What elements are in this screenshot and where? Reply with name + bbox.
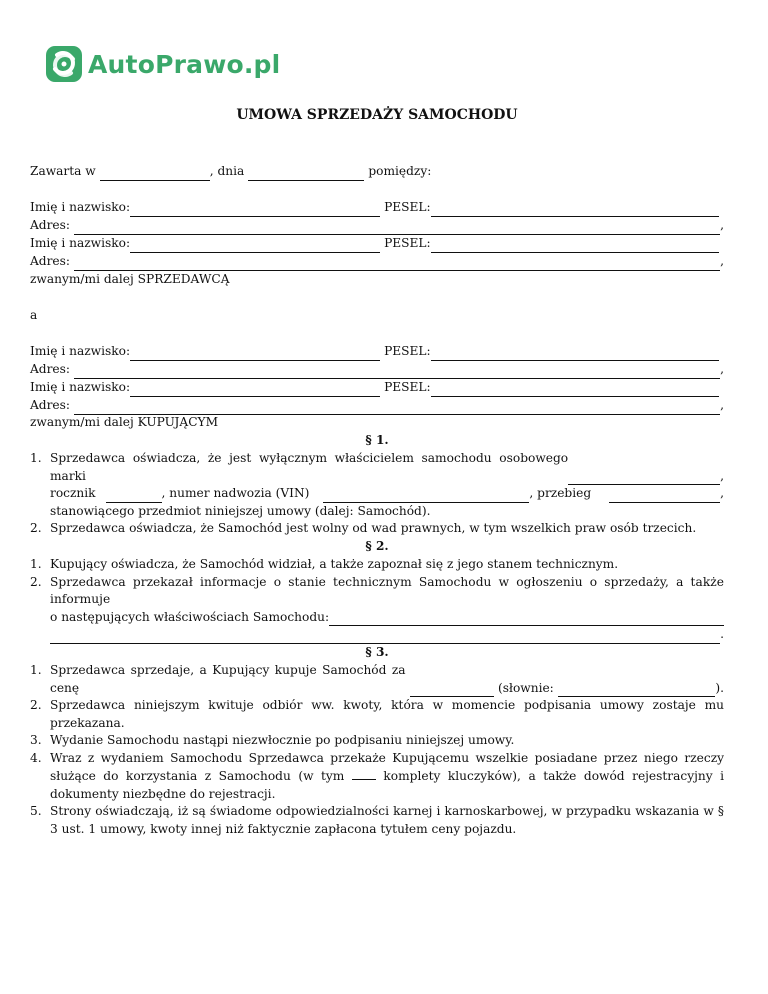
- brand-name: AutoPrawo.pl: [88, 49, 281, 79]
- buyer1-pesel-blank[interactable]: [431, 348, 719, 361]
- seller1-pesel-blank[interactable]: [431, 204, 719, 217]
- s1-p1-e: stanowiącego przedmiot niniejszej umowy (dalej: Samochód).: [50, 503, 431, 518]
- concluded-in-label: Zawarta w: [30, 164, 96, 178]
- section3-item-5: [30, 803, 724, 838]
- item-number: 3.: [30, 733, 42, 747]
- properties-blank-2[interactable]: [50, 631, 720, 644]
- s3-p1-b: (słownie:: [497, 680, 554, 695]
- date-label: , dnia: [209, 164, 245, 178]
- buyer1-address-blank[interactable]: [74, 366, 720, 379]
- s3-p4-a: Wraz z wydaniem Samochodu Sprzedawca przekaże Kupującemu wszelkie posiadane przez niego rzeczy służące do korzystania z Samochodu (w tym: [50, 750, 724, 783]
- section1-heading: § 1.: [365, 433, 389, 447]
- s1-p1-c: , numer nadwozia (VIN): [161, 486, 310, 500]
- pesel-label: PESEL:: [384, 344, 431, 358]
- item-number: 1.: [30, 557, 42, 571]
- seller2-name-blank[interactable]: [130, 240, 380, 253]
- section2-heading: § 2.: [365, 539, 389, 553]
- buyer2-pesel-blank[interactable]: [431, 384, 719, 397]
- section2-list: [30, 556, 724, 644]
- section3-item-4: [30, 750, 724, 804]
- comma: ,: [720, 486, 724, 500]
- concluded-line: [30, 163, 724, 181]
- make-blank[interactable]: [568, 472, 720, 485]
- item-text: Sprzedawca oświadcza, że Samochód jest wolny od wad prawnych, w tym wszelkich praw osób trzecich.: [50, 521, 697, 535]
- section1-item-2: [30, 520, 724, 538]
- autoprawo-logo-icon: [46, 46, 82, 82]
- address-label: Adres:: [30, 398, 71, 412]
- pesel-label: PESEL:: [384, 380, 431, 394]
- item-text: Strony oświadczają, iż są świadome odpowiedzialności karnej i karnoskarbowej, w przypadku wskazania w § 3 ust. 1 umowy, kwoty innej niż faktycznie zapłacona tytułem ceny pojazdu.: [50, 804, 724, 836]
- seller2-address-line: [30, 253, 724, 271]
- buyers-called: zwanym/mi dalej KUPUJĄCYM: [30, 415, 219, 429]
- buyer2-address-blank[interactable]: [74, 402, 720, 415]
- section3-item-2: [30, 697, 724, 732]
- item-number: 2.: [30, 574, 42, 589]
- section2-item-2: [30, 574, 724, 644]
- comma: ,: [720, 254, 724, 268]
- s2-p2-b: o następujących właściwościach Samochodu:: [50, 609, 330, 624]
- s2-p2-a: Sprzedawca przekazał informacje o stanie technicznym Samochodu w ogłoszeniu o sprzedaży, a także informuje: [50, 574, 724, 606]
- name-label: Imię i nazwisko:: [30, 380, 131, 394]
- comma: ,: [720, 398, 724, 412]
- name-label: Imię i nazwisko:: [30, 344, 131, 358]
- s1-p1-a: Sprzedawca oświadcza, że jest wyłącznym właścicielem samochodu osobowego marki: [50, 451, 569, 483]
- item-number: 2.: [30, 698, 42, 712]
- seller1-name-line: [30, 199, 724, 217]
- period: .: [720, 627, 724, 641]
- buyer2-name-blank[interactable]: [130, 384, 380, 397]
- seller1-name-blank[interactable]: [130, 204, 380, 217]
- section3-item-1: [30, 662, 724, 697]
- item-number: 5.: [30, 804, 42, 818]
- seller1-address-blank[interactable]: [74, 222, 720, 235]
- comma: ,: [720, 218, 724, 232]
- item-text: [50, 574, 724, 644]
- item-number: 1.: [30, 663, 42, 677]
- item-text: [50, 450, 724, 520]
- section1-item-1: [30, 450, 724, 520]
- buyer1-name-blank[interactable]: [130, 348, 380, 361]
- year-blank[interactable]: [106, 490, 162, 503]
- s1-p1-b: rocznik: [50, 486, 96, 500]
- s3-p4-b: komplety kluczyków), a także dowód rejestracyjny i dokumenty niezbędne do rejestracji.: [50, 769, 725, 801]
- name-label: Imię i nazwisko:: [30, 200, 131, 214]
- s3-p1-a: Sprzedawca sprzedaje, a Kupujący kupuje Samochód za cenę: [50, 663, 406, 695]
- item-number: 2.: [30, 521, 42, 535]
- section3-list: [30, 662, 724, 838]
- seller2-pesel-blank[interactable]: [431, 240, 719, 253]
- and-label: a: [30, 308, 38, 322]
- item-text: Kupujący oświadcza, że Samochód widział, a także zapoznał się z jego stanem technicznym.: [50, 557, 619, 571]
- document-title: UMOWA SPRZEDAŻY SAMOCHODU: [236, 107, 518, 123]
- seller1-address-line: [30, 217, 724, 235]
- s1-p1-d: , przebieg: [529, 486, 592, 500]
- section3-item-3: [30, 732, 724, 750]
- address-label: Adres:: [30, 362, 71, 376]
- date-blank[interactable]: [248, 168, 364, 181]
- item-text: Wydanie Samochodu nastąpi niezwłocznie po podpisaniu niniejszej umowy.: [50, 733, 515, 747]
- item-text: [50, 750, 724, 804]
- buyer1-address-line: [30, 361, 724, 379]
- item-number: 4.: [30, 750, 42, 765]
- buyer1-name-line: [30, 343, 724, 361]
- comma: ,: [720, 362, 724, 376]
- pesel-label: PESEL:: [384, 200, 431, 214]
- section1-list: [30, 450, 724, 538]
- between-label: pomiędzy:: [368, 164, 432, 178]
- seller2-address-blank[interactable]: [74, 258, 720, 271]
- item-text: Sprzedawca niniejszym kwituje odbiór ww. kwoty, która w momencie podpisania umowy zostaje mu przekazana.: [50, 698, 724, 730]
- mileage-blank[interactable]: [609, 490, 720, 503]
- sellers-called: zwanym/mi dalej SPRZEDAWCĄ: [30, 272, 230, 286]
- price-words-blank[interactable]: [558, 684, 716, 697]
- pesel-label: PESEL:: [384, 236, 431, 250]
- buyer2-name-line: [30, 379, 724, 397]
- section2-item-1: [30, 556, 724, 574]
- brand-logo: [46, 46, 280, 82]
- place-blank[interactable]: [100, 168, 210, 181]
- address-label: Adres:: [30, 218, 71, 232]
- item-text: [50, 662, 724, 697]
- price-blank[interactable]: [410, 684, 494, 697]
- item-number: 1.: [30, 451, 42, 465]
- s3-p1-c: ).: [715, 680, 724, 695]
- name-label: Imię i nazwisko:: [30, 236, 131, 250]
- section3-heading: § 3.: [365, 645, 389, 659]
- vin-blank[interactable]: [323, 490, 529, 503]
- keys-count-blank[interactable]: [352, 767, 376, 780]
- comma: ,: [720, 468, 724, 483]
- address-label: Adres:: [30, 254, 71, 268]
- properties-blank-1[interactable]: [329, 613, 724, 626]
- seller2-name-line: [30, 235, 724, 253]
- buyer2-address-line: [30, 397, 724, 415]
